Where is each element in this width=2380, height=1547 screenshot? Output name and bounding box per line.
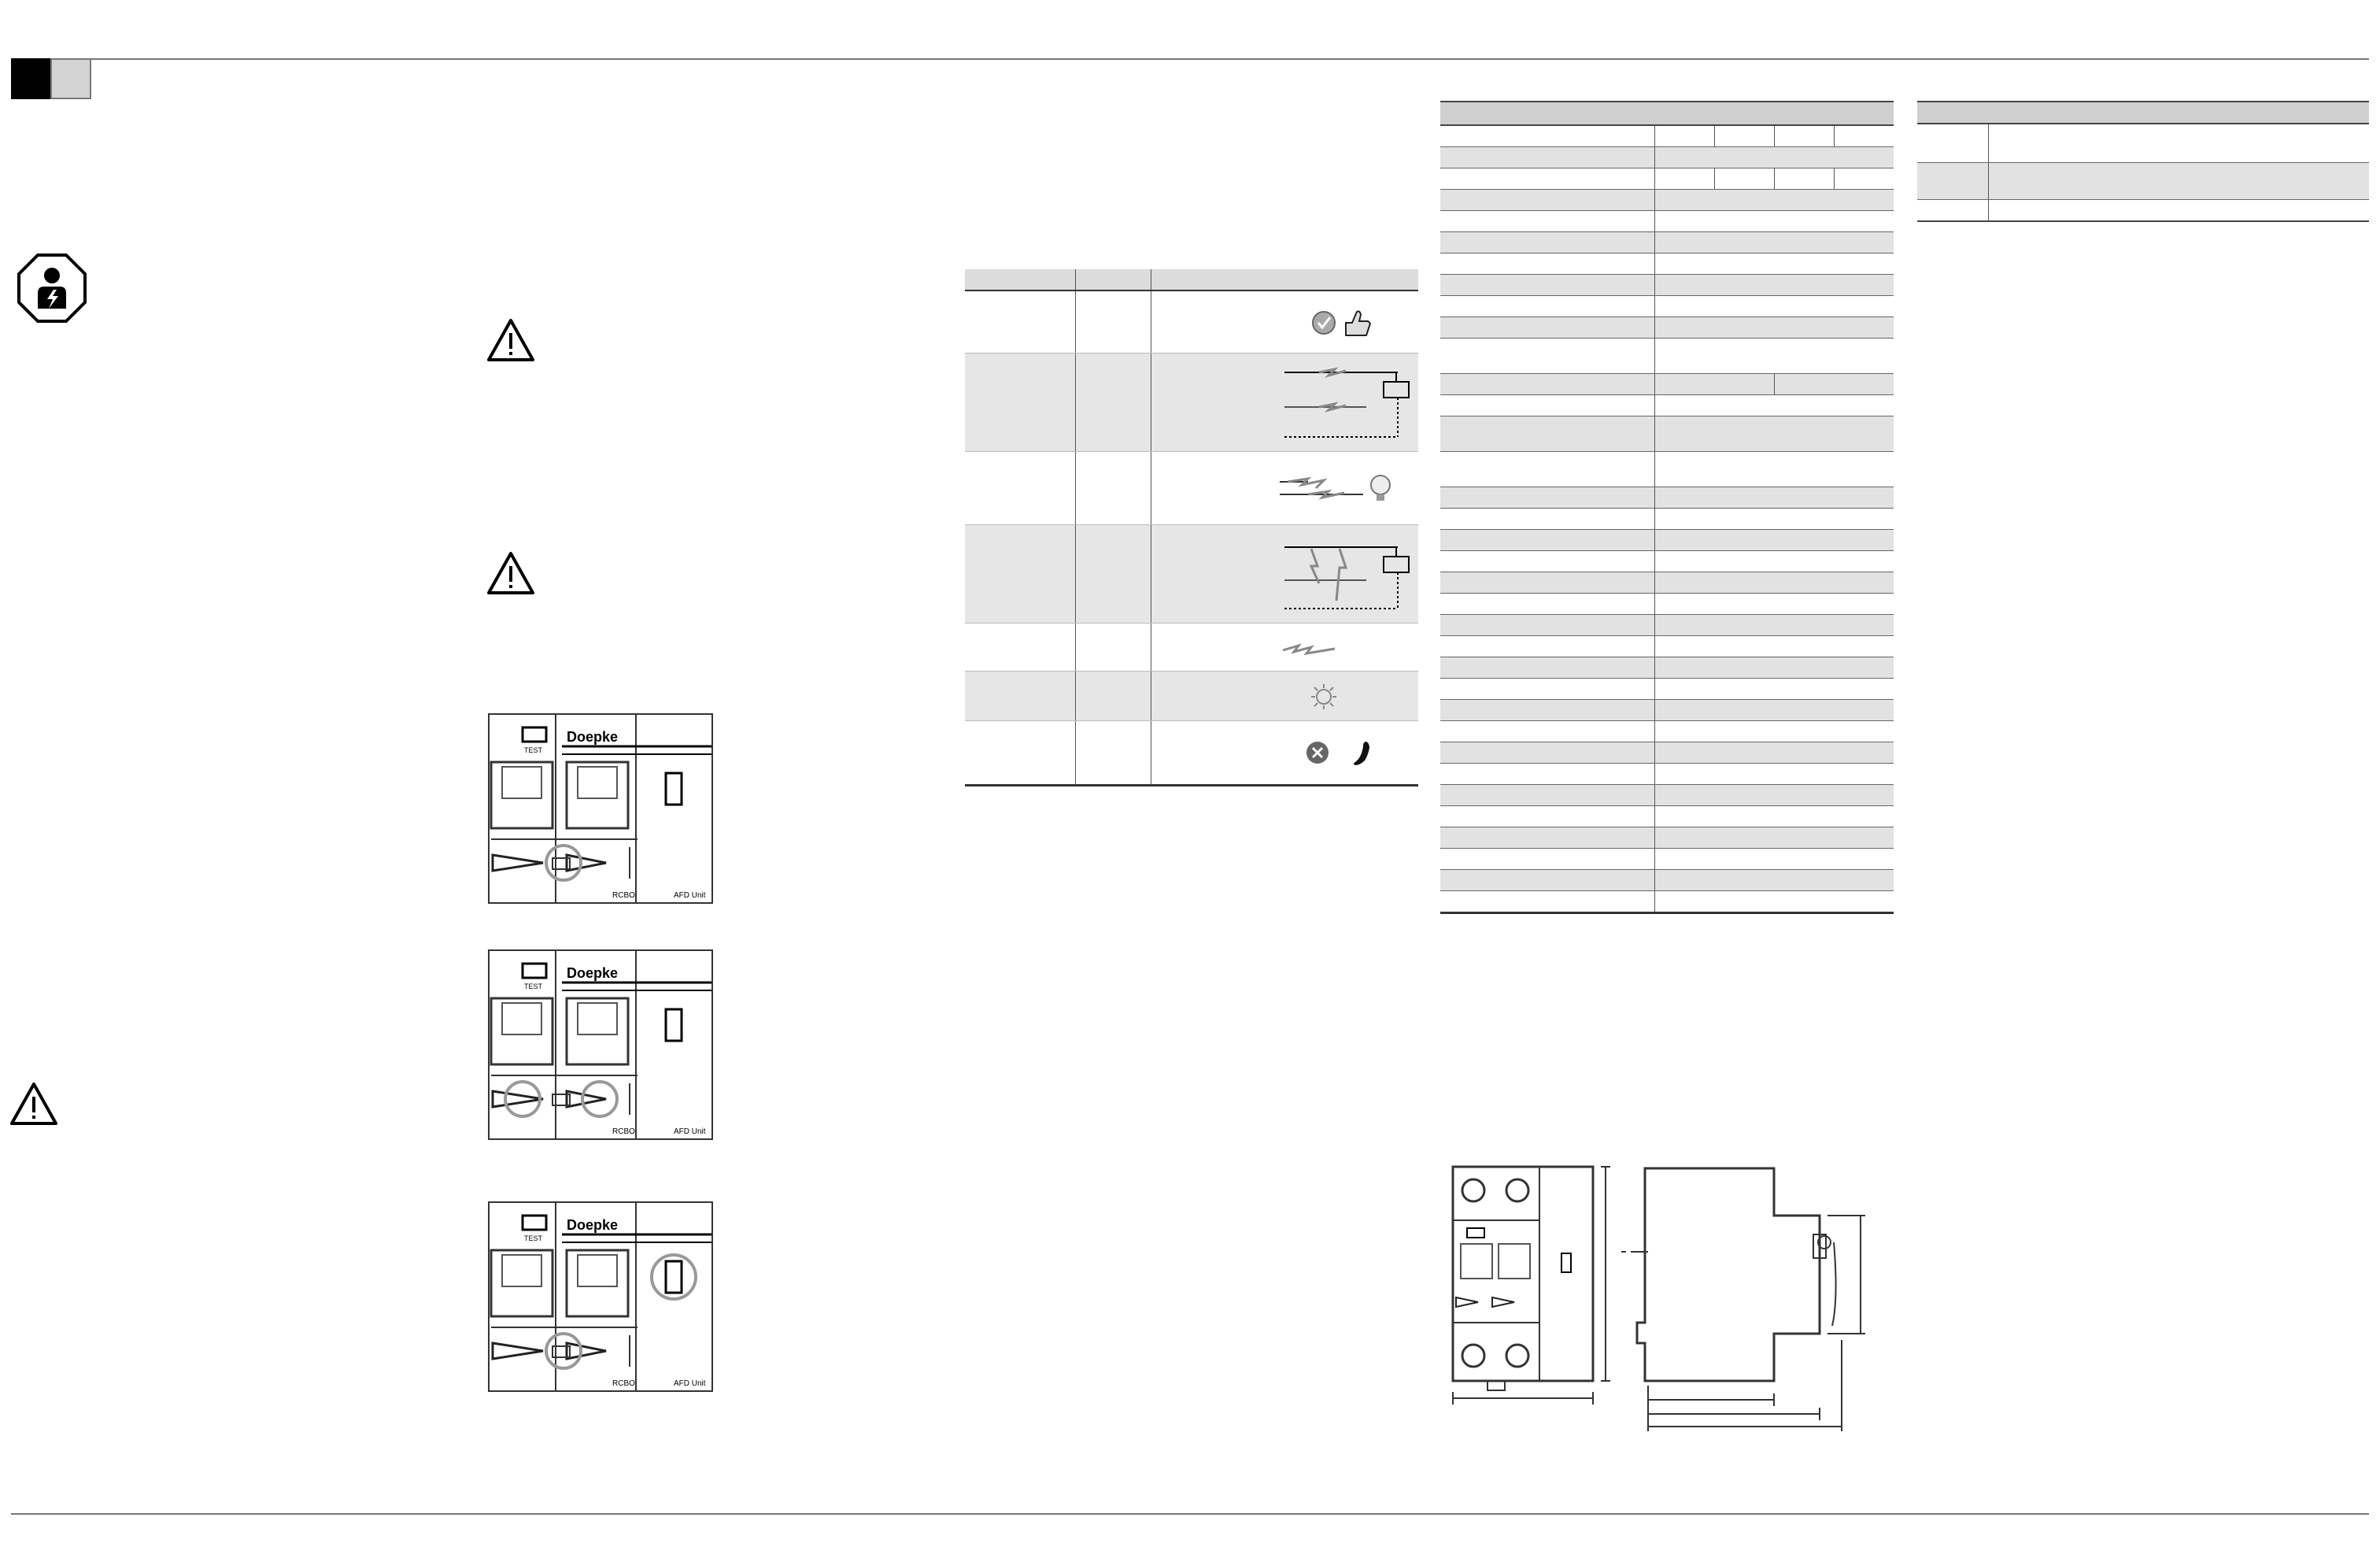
device-panel-3 — [488, 1201, 713, 1392]
spec-row — [1440, 126, 1894, 147]
light-bulb-icon — [1371, 476, 1390, 494]
spec-row — [1440, 232, 1894, 254]
device-panel-1 — [488, 713, 713, 904]
bottom-rule — [11, 1513, 2369, 1515]
spec-row — [1440, 891, 1894, 914]
status-row — [965, 624, 1418, 672]
top-rule — [11, 58, 2369, 60]
spec-row — [1440, 742, 1894, 764]
spec-row — [1440, 657, 1894, 679]
spec-row — [1440, 870, 1894, 891]
thumbs-up-icon — [1346, 312, 1370, 336]
panel-right-label: AFD Unit — [674, 891, 706, 900]
panel-left-label: RCBO — [612, 1379, 635, 1388]
legend-table — [1917, 101, 2369, 222]
spec-row — [1440, 594, 1894, 615]
spec-row — [1440, 190, 1894, 211]
dimension-drawing-front — [1445, 1157, 1631, 1411]
check-circle-icon — [1313, 312, 1335, 334]
spec-row — [1440, 317, 1894, 339]
spec-row — [1440, 168, 1894, 190]
spec-row — [1440, 395, 1894, 416]
spec-row — [1440, 530, 1894, 551]
spec-row — [1440, 785, 1894, 806]
spec-row — [1440, 849, 1894, 870]
warning-icon — [486, 551, 535, 595]
status-table-header — [965, 269, 1418, 291]
electrician-icon — [16, 252, 88, 324]
spec-row — [1440, 764, 1894, 785]
spec-table-header — [1440, 101, 1894, 126]
spec-row — [1440, 572, 1894, 594]
status-row — [965, 525, 1418, 624]
legend-row — [1917, 200, 2369, 222]
spec-row — [1440, 827, 1894, 849]
status-row — [965, 672, 1418, 721]
warning-icon — [486, 318, 535, 362]
panel-test-label: TEST — [524, 1234, 543, 1242]
spec-row — [1440, 615, 1894, 636]
status-row — [965, 452, 1418, 525]
spec-row — [1440, 679, 1894, 700]
panel-test-label: TEST — [524, 983, 543, 990]
spec-row — [1440, 339, 1894, 374]
legend-row — [1917, 124, 2369, 163]
legend-row — [1917, 163, 2369, 200]
warning-icon — [9, 1082, 58, 1126]
legend-table-header — [1917, 101, 2369, 124]
page-tab-dark — [11, 58, 50, 99]
spec-row — [1440, 636, 1894, 657]
status-table — [965, 269, 1418, 786]
panel-left-label: RCBO — [612, 1127, 635, 1136]
panel-test-label: TEST — [524, 746, 543, 754]
page-tab-light — [50, 58, 91, 99]
spec-row — [1440, 509, 1894, 530]
spec-row — [1440, 721, 1894, 742]
spec-row — [1440, 275, 1894, 296]
panel-right-label: AFD Unit — [674, 1379, 706, 1388]
panel-left-label: RCBO — [612, 891, 635, 900]
spec-table — [1440, 101, 1894, 914]
panel-brand: Doepke — [567, 965, 619, 981]
panel-brand: Doepke — [567, 1217, 619, 1233]
spec-row — [1440, 416, 1894, 452]
spec-row — [1440, 296, 1894, 317]
spec-row — [1440, 147, 1894, 168]
dimension-drawing-side — [1621, 1157, 1881, 1433]
spec-row — [1440, 487, 1894, 509]
status-row — [965, 353, 1418, 452]
sun-icon — [1310, 683, 1338, 711]
status-row — [965, 291, 1418, 353]
spec-row — [1440, 700, 1894, 721]
spec-row — [1440, 211, 1894, 232]
panel-right-label: AFD Unit — [674, 1127, 706, 1136]
panel-brand: Doepke — [567, 729, 619, 745]
spec-row — [1440, 374, 1894, 395]
spec-row — [1440, 452, 1894, 487]
phone-icon — [1354, 742, 1369, 765]
device-panel-2 — [488, 949, 713, 1140]
spec-row — [1440, 254, 1894, 275]
spec-row — [1440, 806, 1894, 827]
status-row — [965, 721, 1418, 786]
spec-row — [1440, 551, 1894, 572]
